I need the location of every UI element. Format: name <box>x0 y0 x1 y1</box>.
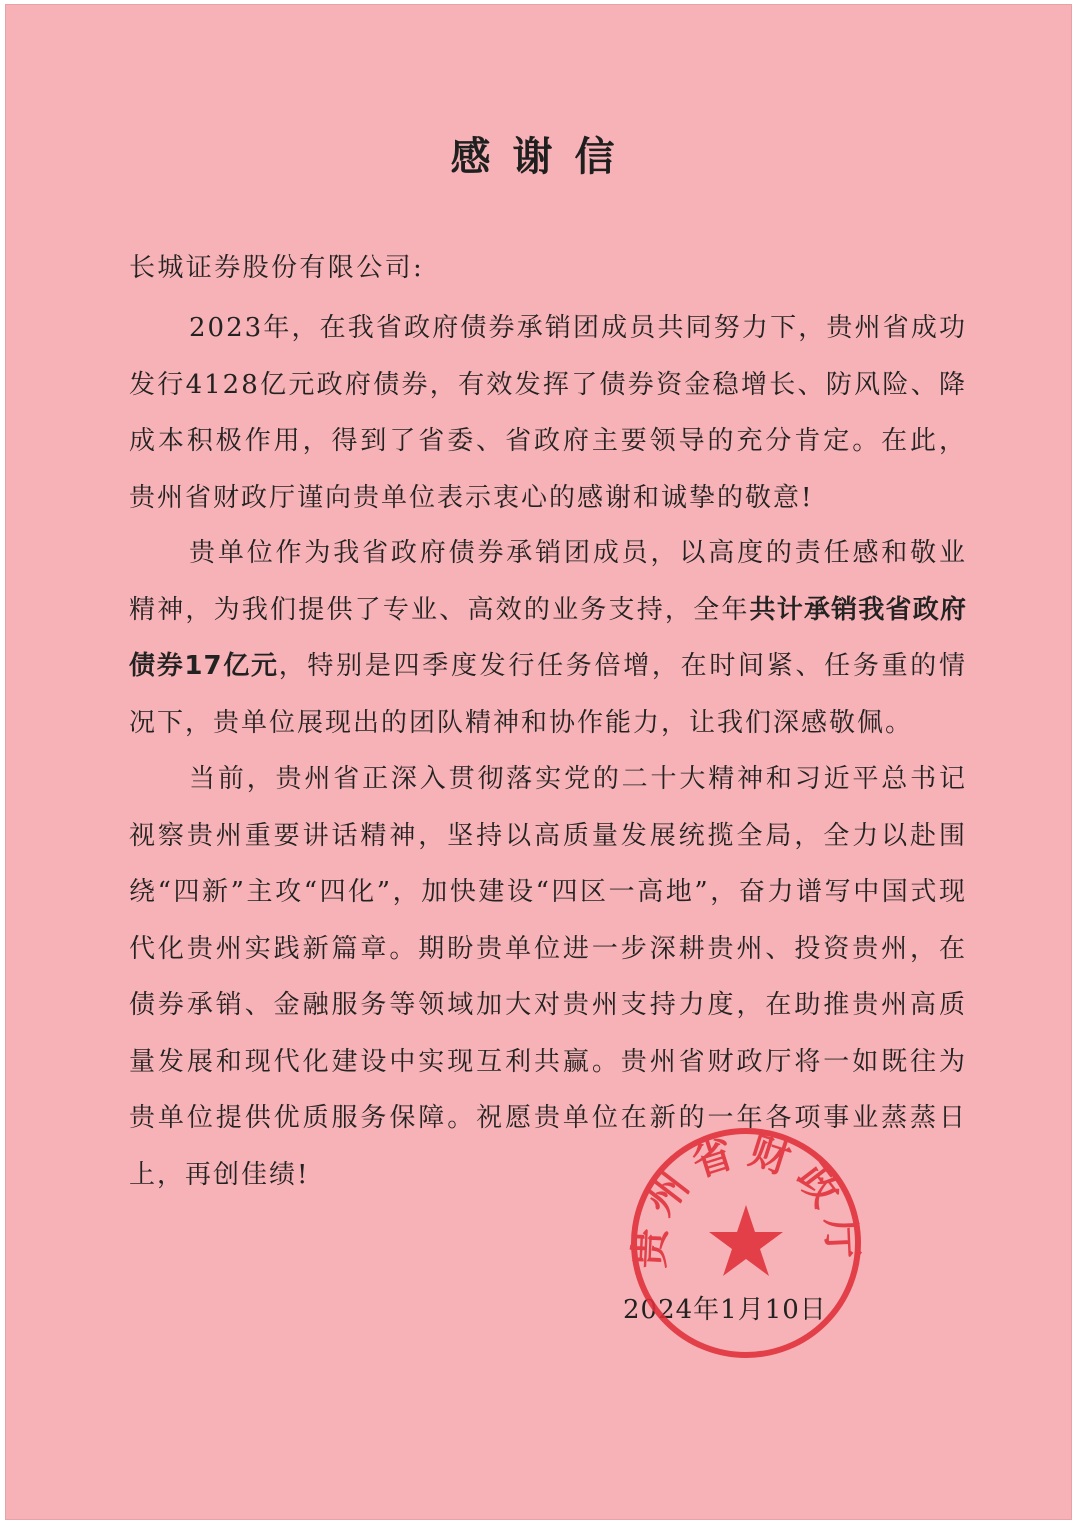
seal-star-icon <box>709 1205 783 1276</box>
letter-title: 感谢信 <box>450 134 637 180</box>
paragraph-2-text-b: ，特别是四季度发行任务倍增，在时间紧、任务重的情况下，贵单位展现出的团队精神和协作能力，让我们深感敬佩。 <box>129 651 967 738</box>
paragraph-2 <box>129 525 967 751</box>
seal-text: 贵州省财政厅 <box>627 1127 865 1270</box>
letter-date: 2024年1月10日 <box>623 1295 827 1325</box>
letter-page <box>5 4 1072 1520</box>
official-seal-icon <box>626 1123 866 1363</box>
paragraph-2-highlight: 共计承销我省政府债券17亿元 <box>129 594 967 681</box>
paragraph-1: 2023年，在我省政府债券承销团成员共同努力下，贵州省成功发行4128亿元政府债券，有效发挥了债券资金稳增长、防风险、降成本积极作用，得到了省委、省政府主要领导的充分肯定。在此，贵州省财政厅谨向贵单位表示衷心的感谢和诚挚的敬意! <box>129 313 967 513</box>
salutation: 长城证券股份有限公司: <box>129 253 425 283</box>
paragraph-3: 当前，贵州省正深入贯彻落实党的二十大精神和习近平总书记视察贵州重要讲话精神，坚持以高质量发展统揽全局，全力以赴围绕“四新”主攻“四化”，加快建设“四区一高地”，奋力谱写中国式现代化贵州实践新篇章。期盼贵单位进一步深耕贵州、投资贵州，在债券承销、金融服务等领域加大对贵州支持力度，在助推贵州高质量发展和现代化建设中实现互利共赢。贵州省财政厅将一如既往为贵单位提供优质服务保障。祝愿贵单位在新的一年各项事业蒸蒸日上，再创佳绩! <box>129 764 967 1190</box>
paragraph-2-text-a: 贵单位作为我省政府债券承销团成员，以高度的责任感和敬业精神，为我们提供了专业、高效的业务支持，全年 <box>129 538 967 625</box>
